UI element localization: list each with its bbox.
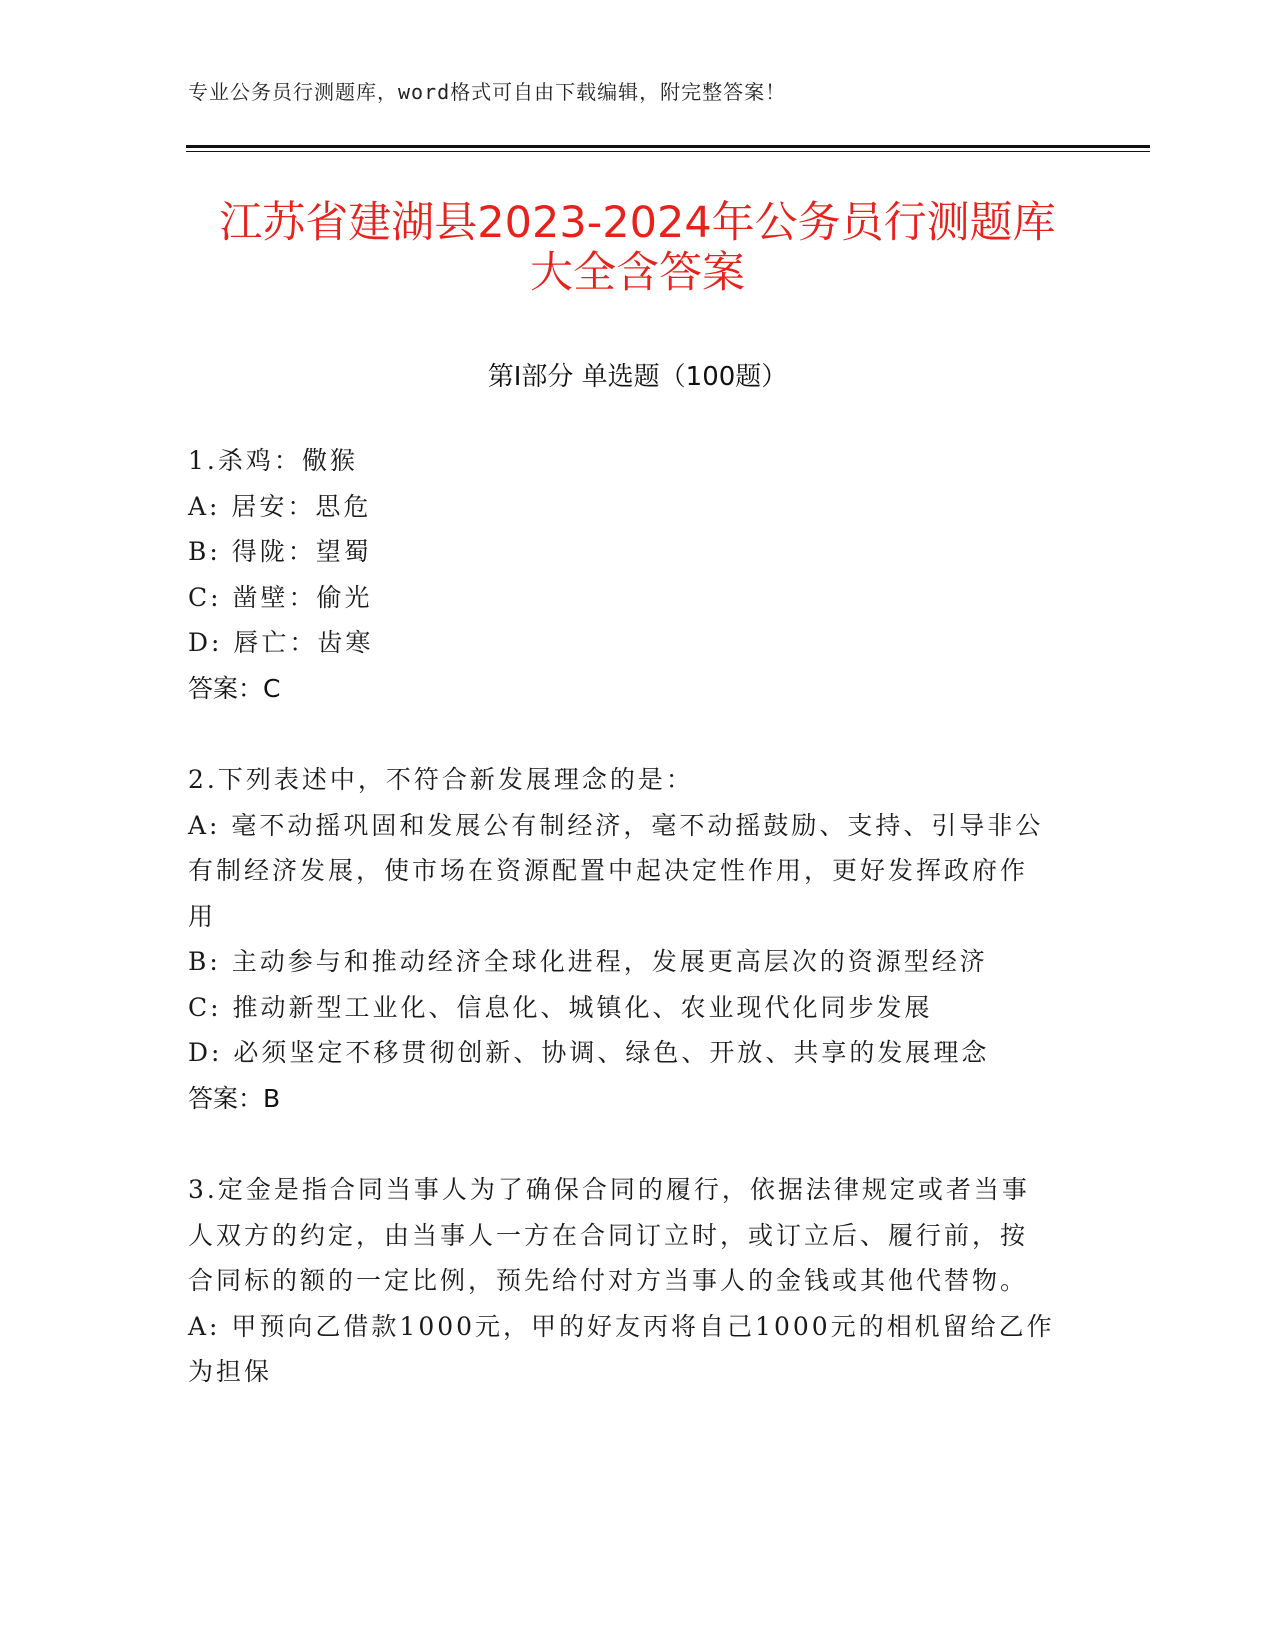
document-title-line-1: 江苏省建湖县2023-2024年公务员行测题库 <box>219 198 1056 248</box>
question-stem-continued: 人双方的约定，由当事人一方在合同订立时，或订立后、履行前，按 <box>188 1220 1029 1250</box>
question-stem-continued: 合同标的额的一定比例，预先给付对方当事人的金钱或其他代替物。 <box>188 1266 1029 1295</box>
header-note: 专业公务员行测题库，word格式可自由下载编辑，附完整答案！ <box>188 80 787 104</box>
question-list <box>188 438 1088 1441</box>
option-b: B: 得陇：望蜀 <box>188 537 372 566</box>
option-d: D: 唇亡：齿寒 <box>188 628 374 657</box>
option-a-continued: 有制经济发展，使市场在资源配置中起决定性作用，更好发挥政府作 <box>188 856 1029 885</box>
option-a: A: 甲预向乙借款1000元，甲的好友丙将自己1000元的相机留给乙作 <box>188 1311 1055 1341</box>
question-2 <box>188 757 1088 1121</box>
answer-line: 答案：C <box>188 673 281 703</box>
option-a-continued: 用 <box>188 901 217 931</box>
question-1 <box>188 438 1088 711</box>
header-rule-thin <box>186 151 1150 152</box>
question-stem: 2.下列表述中，不符合新发展理念的是： <box>188 765 694 794</box>
answer-line: 答案：B <box>188 1083 281 1113</box>
header-rule-thick <box>186 145 1150 148</box>
option-a: A: 居安：思危 <box>188 491 372 521</box>
option-b: B: 主动参与和推动经济全球化进程，发展更高层次的资源型经济 <box>188 947 988 976</box>
option-c: C: 推动新型工业化、信息化、城镇化、农业现代化同步发展 <box>188 992 933 1022</box>
question-stem: 1.杀鸡：儆猴 <box>188 446 358 475</box>
option-c: C: 凿壁：偷光 <box>188 582 373 612</box>
option-a-continued: 为担保 <box>188 1357 273 1386</box>
document-title-line-2: 大全含答案 <box>530 248 745 298</box>
question-3 <box>188 1167 1088 1395</box>
section-heading: 第Ⅰ部分 单选题（100题） <box>487 362 788 392</box>
question-stem: 3.定金是指合同当事人为了确保合同的履行，依据法律规定或者当事 <box>188 1175 1030 1204</box>
option-a: A: 毫不动摇巩固和发展公有制经济，毫不动摇鼓励、支持、引导非公 <box>188 810 1044 840</box>
option-d: D: 必须坚定不移贯彻创新、协调、绿色、开放、共享的发展理念 <box>188 1038 990 1067</box>
